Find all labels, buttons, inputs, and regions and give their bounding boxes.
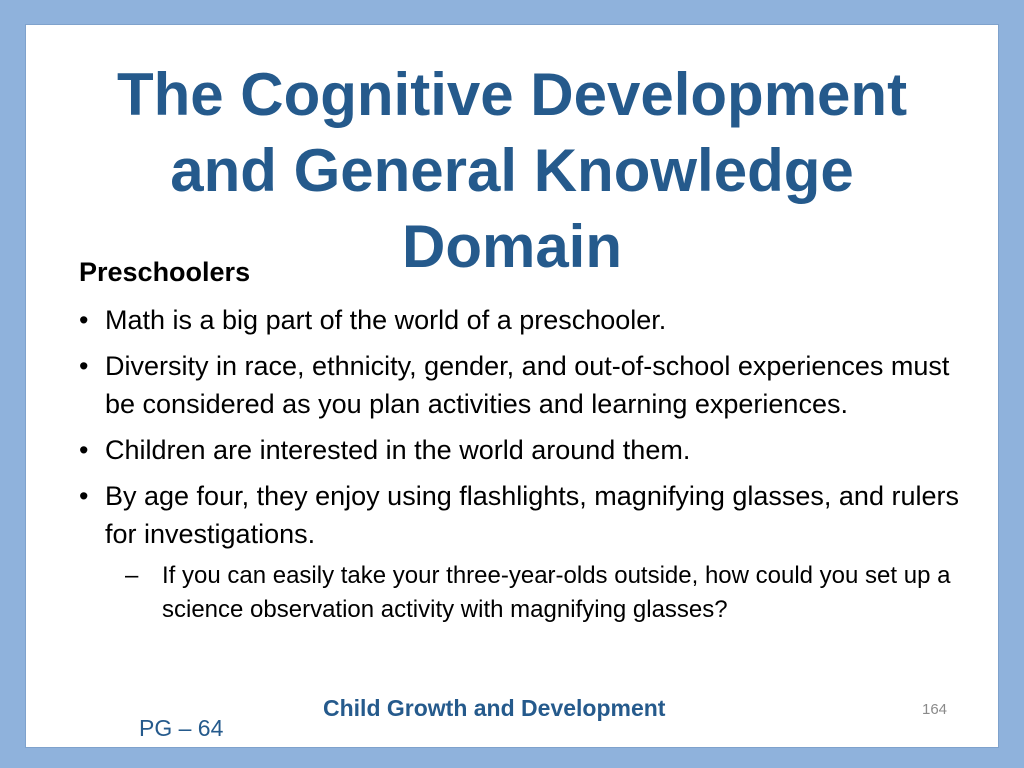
bullet-text: Diversity in race, ethnicity, gender, and out-of-school experiences must be considered as you plan activities and learning experiences. (105, 351, 950, 419)
bullet-text: Children are interested in the world around them. (105, 435, 691, 465)
bullet-glyph: • (79, 305, 89, 335)
dash-glyph: – (125, 562, 139, 589)
slide-title-line-1: The Cognitive Development (116, 61, 908, 128)
bullet-glyph: • (79, 351, 89, 381)
bullet-item (79, 301, 959, 339)
slide-canvas (26, 25, 998, 747)
bullet-item (79, 431, 959, 469)
bullet-text: Math is a big part of the world of a preschooler. (105, 305, 667, 335)
bullet-glyph: • (79, 481, 89, 511)
bullet-item (79, 477, 959, 553)
slide-title-line-2: and General Knowledge (170, 137, 854, 204)
bullet-glyph: • (79, 435, 89, 465)
bullet-item (79, 347, 959, 423)
slide-title (26, 57, 998, 285)
slide-title-line-3: Domain (401, 213, 623, 280)
bullet-text: By age four, they enjoy using flashlights, magnifying glasses, and rulers for investigations. (105, 481, 959, 549)
sub-bullet-item (79, 559, 959, 627)
page-reference: PG – 64 (139, 715, 224, 741)
section-heading: Preschoolers (79, 257, 251, 287)
page-number: 164 (922, 701, 948, 718)
bullet-list (79, 301, 959, 627)
footer-title: Child Growth and Development (323, 695, 666, 721)
sub-bullet-text: If you can easily take your three-year-olds outside, how could you set up a science observation activity with magnifying glasses? (162, 562, 951, 623)
